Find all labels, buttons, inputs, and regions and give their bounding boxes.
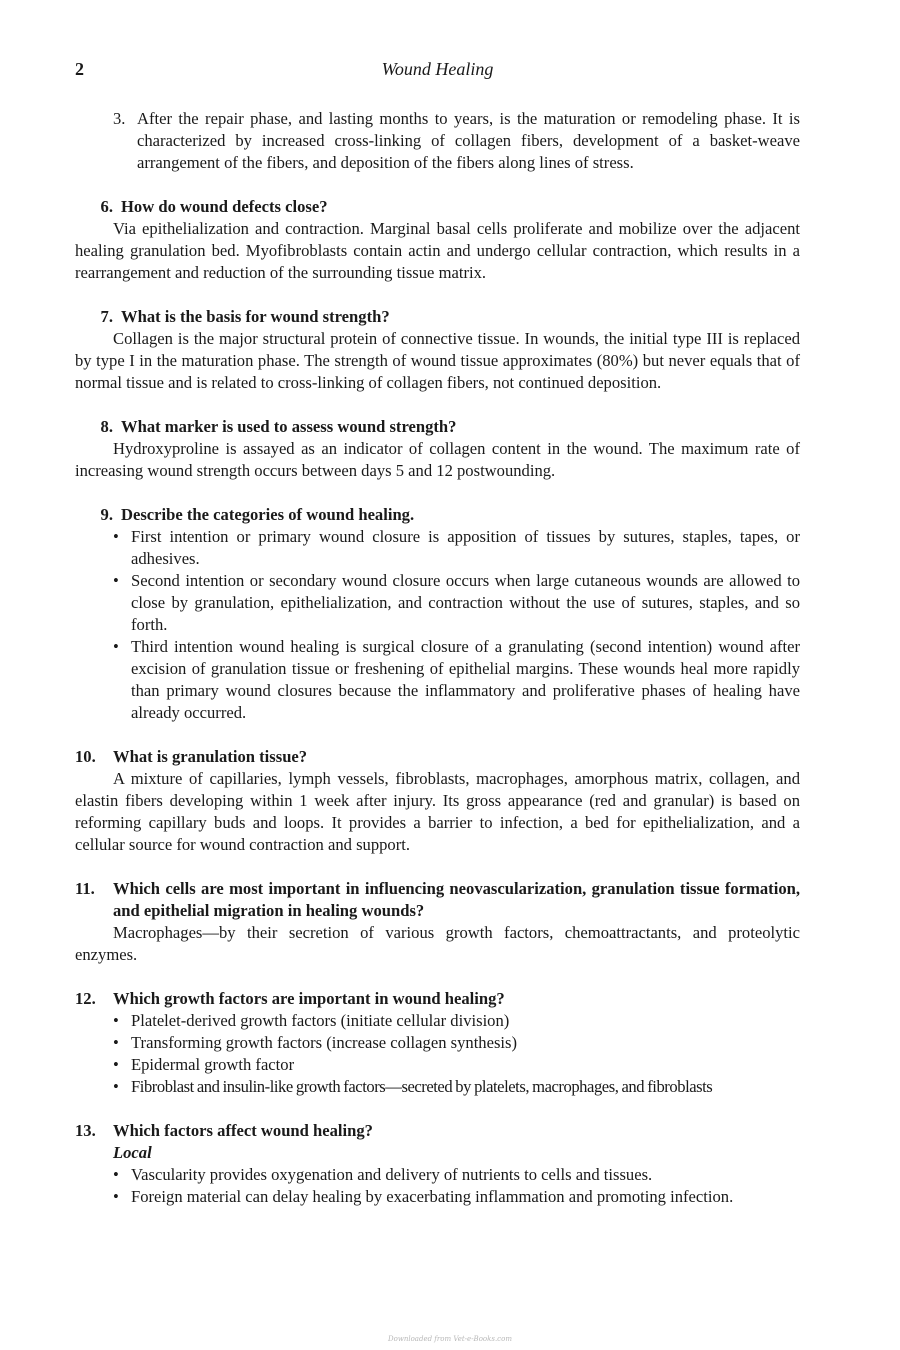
page-content — [75, 108, 800, 1208]
bullet-icon: • — [113, 1011, 119, 1030]
list-text: Epidermal growth factor — [131, 1055, 295, 1074]
question-number: 6. — [100, 197, 113, 216]
list-item — [113, 1164, 800, 1186]
list-text: After the repair phase, and lasting months to years, is the maturation or remodeling phase. It is characterized by increased cross-linking of collagen fibers, development of a basket-weave arrangement of the fibers, and deposition of the fibers along lines of stress. — [137, 109, 800, 172]
answer-text: Via epithelialization and contraction. Marginal basal cells proliferate and mobilize over the adjacent healing granulation bed. Myofibroblasts contain actin and undergo cellular contraction, which results in a rearrangement and reduction of the surrounding tissue matrix. — [75, 219, 800, 282]
bullet-icon: • — [113, 1055, 119, 1074]
answer-text: A mixture of capillaries, lymph vessels, fibroblasts, macrophages, amorphous matrix, collagen, and elastin fibers developing within 1 week after injury. Its gross appearance (red and granular) is based on reforming capillary buds and loops. It provides a barrier to infection, a bed for epithelialization, and a cellular source for wound contraction and support. — [75, 769, 800, 854]
list-item — [113, 526, 800, 570]
bullet-icon: • — [113, 1077, 119, 1096]
question-number: 10. — [75, 747, 96, 766]
bullet-icon: • — [113, 527, 119, 546]
question-number: 13. — [75, 1121, 96, 1140]
watermark: Downloaded from Vet-e-Books.com — [388, 1335, 512, 1343]
list-item — [113, 636, 800, 724]
answer-text: Collagen is the major structural protein of connective tissue. In wounds, the initial type III is replaced by type I in the maturation phase. The strength of wound tissue approximates (80%) but never equals that of normal tissue and is related to cross-linking of collagen fibers, not continued deposition. — [75, 329, 800, 392]
list-text: Third intention wound healing is surgical closure of a granulating (second intention) wound after excision of granulation tissue or freshening of epithelial margins. These wounds heal more rapidly than primary wound closures because the inflammatory and proliferative phases of healing have already occurred. — [131, 637, 800, 722]
page-header — [75, 58, 800, 84]
question-text: Describe the categories of wound healing. — [121, 505, 415, 524]
bullet-list — [113, 1010, 800, 1098]
question-block-10 — [75, 746, 800, 856]
list-text: Fibroblast and insulin-like growth factors—secreted by platelets, macrophages, and fibroblasts — [131, 1077, 713, 1096]
question-block-8 — [75, 416, 800, 482]
question-text: Which growth factors are important in wound healing? — [113, 989, 505, 1008]
bullet-list — [113, 526, 800, 724]
list-item — [113, 570, 800, 636]
bullet-icon: • — [113, 1187, 119, 1206]
question-heading — [75, 416, 800, 438]
answer-text: Macrophages—by their secretion of various growth factors, chemoattractants, and proteolytic enzymes. — [75, 923, 800, 964]
question-number: 11. — [75, 879, 95, 898]
question-text: How do wound defects close? — [121, 197, 328, 216]
bullet-icon: • — [113, 637, 119, 656]
question-heading — [75, 196, 800, 218]
list-item — [113, 1076, 800, 1098]
bullet-icon: • — [113, 571, 119, 590]
list-text: Vascularity provides oxygenation and delivery of nutrients to cells and tissues. — [131, 1165, 653, 1184]
question-text: Which factors affect wound healing? — [113, 1121, 373, 1140]
question-text: What marker is used to assess wound strength? — [121, 417, 457, 436]
list-text: First intention or primary wound closure is apposition of tissues by sutures, staples, tapes, or adhesives. — [131, 527, 800, 568]
list-text: Platelet-derived growth factors (initiate cellular division) — [131, 1011, 510, 1030]
list-item — [113, 1010, 800, 1032]
list-number: 3. — [113, 109, 126, 128]
page-number: 2 — [75, 59, 84, 79]
question-heading — [75, 504, 800, 526]
list-item — [113, 1186, 800, 1208]
question-heading — [75, 306, 800, 328]
question-number: 8. — [100, 417, 113, 436]
question-heading — [75, 746, 800, 768]
bullet-icon: • — [113, 1033, 119, 1052]
list-item-continuation — [113, 108, 800, 174]
question-text: What is granulation tissue? — [113, 747, 308, 766]
question-block-13 — [75, 1120, 800, 1208]
list-item — [113, 1054, 800, 1076]
bullet-icon: • — [113, 1165, 119, 1184]
question-number: 12. — [75, 989, 96, 1008]
question-block-7 — [75, 306, 800, 394]
question-number: 9. — [100, 505, 113, 524]
question-block-11 — [75, 878, 800, 966]
answer-text: Hydroxyproline is assayed as an indicator of collagen content in the wound. The maximum rate of increasing wound strength occurs between days 5 and 12 postwounding. — [75, 439, 800, 480]
list-item — [113, 1032, 800, 1054]
running-title: Wound Healing — [381, 59, 494, 79]
list-text: Transforming growth factors (increase collagen synthesis) — [131, 1033, 518, 1052]
question-text: Which cells are most important in influencing neovascularization, granulation tissue formation, and epithelial migration in healing wounds? — [113, 879, 800, 920]
bullet-list — [113, 1164, 800, 1208]
question-number: 7. — [100, 307, 113, 326]
question-text: What is the basis for wound strength? — [121, 307, 390, 326]
list-text: Foreign material can delay healing by exacerbating inflammation and promoting infection. — [131, 1187, 734, 1206]
question-heading — [75, 878, 800, 922]
question-block-9 — [75, 504, 800, 724]
question-heading — [75, 1120, 800, 1142]
question-block-12 — [75, 988, 800, 1098]
list-text: Second intention or secondary wound closure occurs when large cutaneous wounds are allowed to close by granulation, epithelialization, and contraction without the use of sutures, staples, and so forth. — [131, 571, 800, 634]
question-heading — [75, 988, 800, 1010]
question-block-6 — [75, 196, 800, 284]
subheading: Local — [113, 1143, 152, 1162]
